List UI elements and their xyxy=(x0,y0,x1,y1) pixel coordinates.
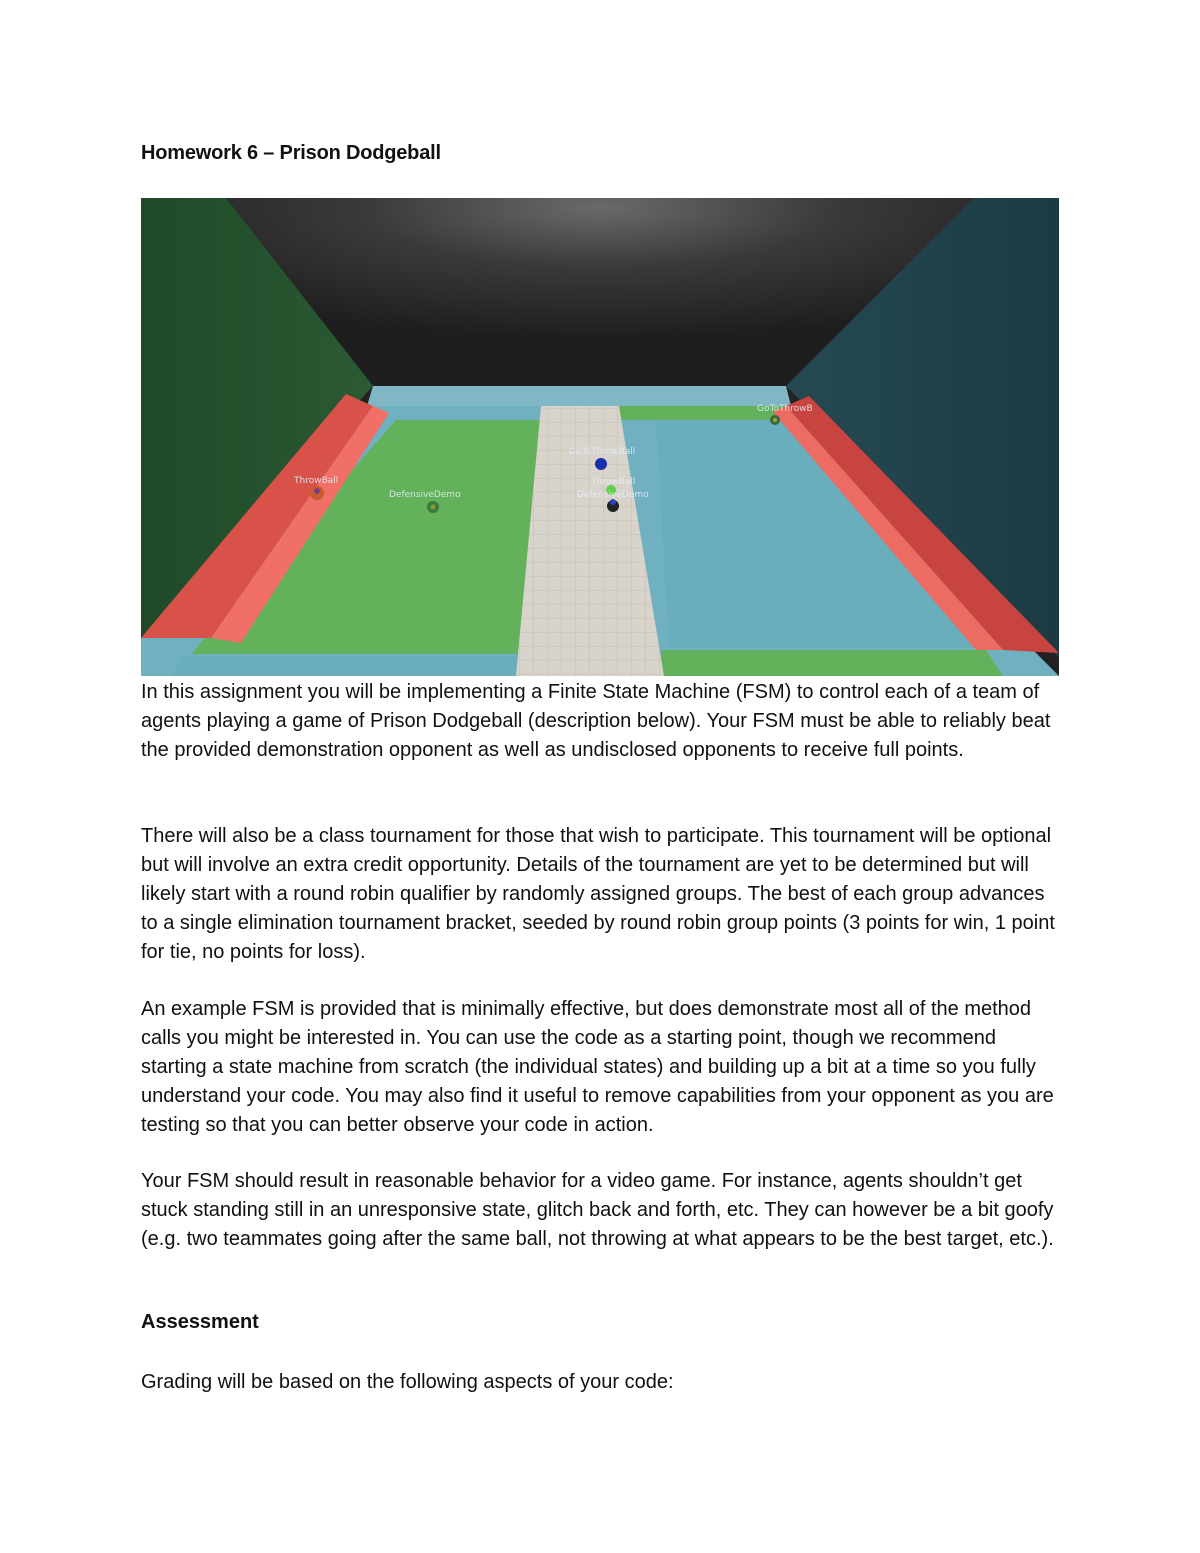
svg-text:DefensiveDemo: DefensiveDemo xyxy=(389,490,461,500)
svg-text:GoToThrowB: GoToThrowB xyxy=(757,404,813,414)
assessment-heading: Assessment xyxy=(141,1311,259,1333)
svg-text:DefensiveDemo: DefensiveDemo xyxy=(577,490,649,500)
paragraph-behavior: Your FSM should result in reasonable behavior for a video game. For instance, agents shouldn’t get stuck standing still in an unresponsive state, glitch back and forth, etc. They can however be a bit goofy (e.g. two teammates going after the same ball, not throwing at what appears to be the best target, etc.). xyxy=(141,1170,1054,1250)
assessment-intro: Grading will be based on the following aspects of your code: xyxy=(141,1371,674,1393)
arena-scene xyxy=(141,198,1059,676)
document-title: Homework 6 – Prison Dodgeball xyxy=(141,142,441,164)
paragraph-tournament: There will also be a class tournament for those that wish to participate. This tournament will be optional but will involve an extra credit opportunity. Details of the tournament are yet to be determined but will likely start with a round robin qualifier by randomly assigned groups. The best of each group advances to a single elimination tournament bracket, seeded by round robin group points (3 points for win, 1 point for tie, no points for loss). xyxy=(141,825,1055,963)
dodgeball-arena-screenshot xyxy=(141,198,1059,676)
paragraph-example-fsm: An example FSM is provided that is minimally effective, but does demonstrate most all of the method calls you might be interested in. You can use the code as a starting point, though we recommend starting a state machine from scratch (the individual states) and building up a bit at a time so you fully understand your code. You may also find it useful to remove capabilities from your opponent as you are testing so that you can better observe your code in action. xyxy=(141,998,1054,1136)
svg-text:ThrowBall: ThrowBall xyxy=(591,477,636,487)
svg-text:ThrowBall: ThrowBall xyxy=(294,476,339,486)
svg-text:GoToThrowBall: GoToThrowBall xyxy=(569,447,636,457)
paragraph-intro: In this assignment you will be implementing a Finite State Machine (FSM) to control each of a team of agents playing a game of Prison Dodgeball (description below). Your FSM must be able to reliably beat the provided demonstration opponent as well as undisclosed opponents to receive full points. xyxy=(141,681,1051,761)
